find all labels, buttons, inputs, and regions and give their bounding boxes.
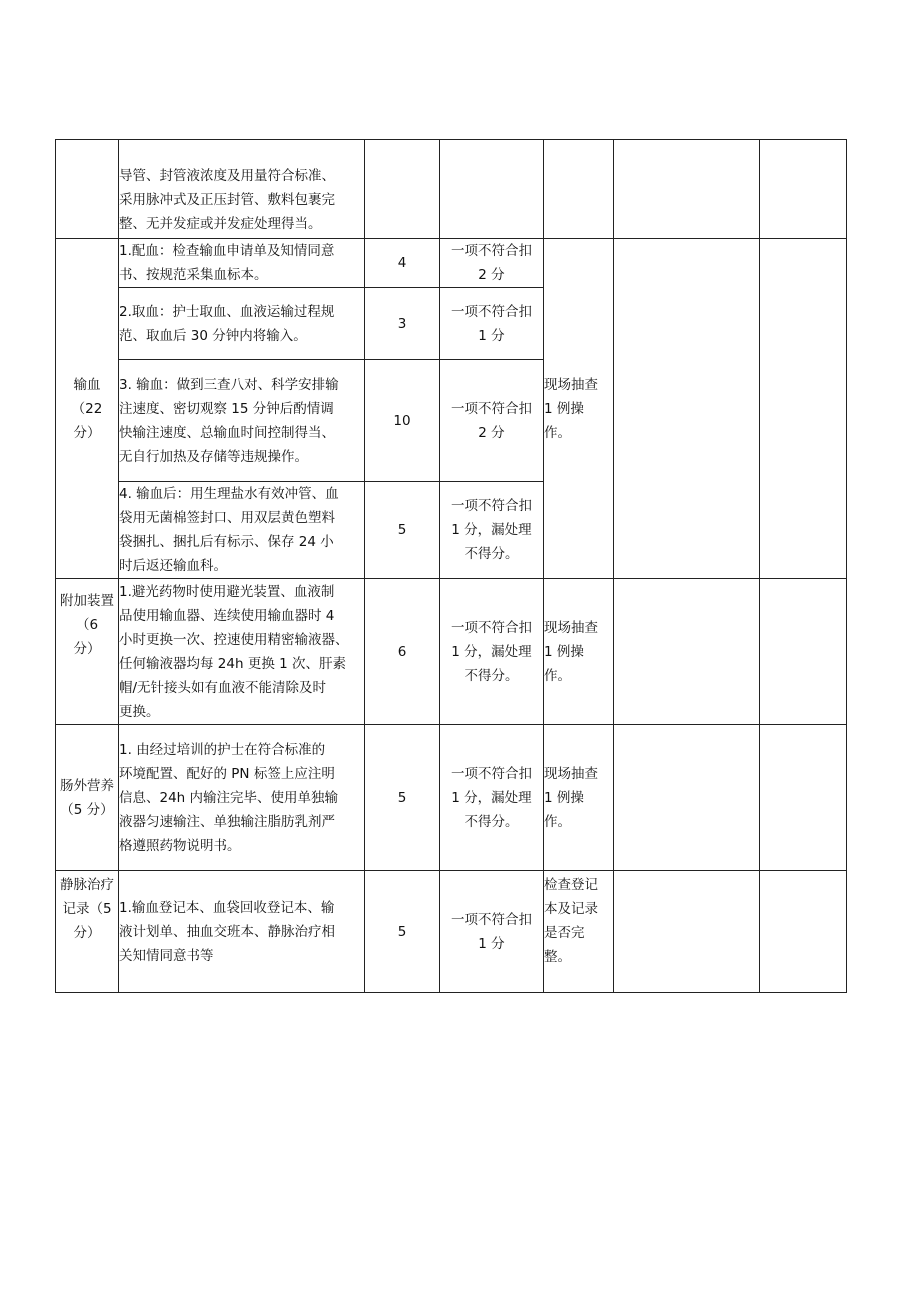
table-row — [56, 140, 847, 239]
score-cell: 6 — [365, 579, 440, 725]
table-row — [56, 579, 847, 725]
content-cell: 1. 由经过培训的护士在符合标准的 环境配置、配好的 PN 标签上应注明 信息、24h 内输注完毕、使用单独输 液器匀速输注、单独输注脂肪乳剂严 格遵照药物说明书。 — [119, 725, 365, 871]
category-cell-transfusion — [56, 239, 119, 579]
category-cell-record: 静脉治疗 记录（5 分） — [56, 871, 119, 993]
table-row — [56, 871, 847, 993]
blank-cell — [760, 725, 847, 871]
blank-cell — [760, 140, 847, 239]
blank-cell — [760, 871, 847, 993]
evaluation-table — [55, 139, 847, 993]
blank-cell — [614, 239, 760, 579]
blank-cell — [614, 871, 760, 993]
method-cell: 检查登记 本及记录 是否完 整。 — [544, 871, 614, 993]
category-cell — [56, 140, 119, 239]
rule-cell: 一项不符合扣 2 分 — [440, 239, 544, 288]
blank-cell — [614, 725, 760, 871]
category-score: （6 分） — [73, 617, 101, 657]
method-cell: 现场抽查 1 例操 作。 — [544, 725, 614, 871]
rule-cell: 一项不符合扣 1 分，漏处理 不得分。 — [440, 482, 544, 579]
method-cell: 现场抽查 1 例操 作。 — [544, 239, 614, 579]
category-score: （22 分） — [71, 400, 103, 441]
content-cell: 1.避光药物时使用避光装置、血液制 品使用输血器、连续使用输血器时 4 小时更换一次、控速使用精密输液器、 任何输液器均每 24h 更换 1 次、肝素 帽/无针接头如有血液不能清除及时 更换。 — [119, 579, 365, 725]
category-cell-pn — [56, 725, 119, 871]
rule-cell: 一项不符合扣 1 分 — [440, 871, 544, 993]
category-score: （5 分） — [60, 801, 114, 818]
blank-cell — [760, 239, 847, 579]
content-cell: 4. 输血后：用生理盐水有效冲管、血 袋用无菌棉签封口、用双层黄色塑料 袋捆扎、捆扎后有标示、保存 24 小 时后返还输血科。 — [119, 482, 365, 579]
rule-cell — [440, 140, 544, 239]
category-name: 肠外营养 — [60, 777, 114, 794]
content-cell: 3. 输血：做到三查八对、科学安排输 注速度、密切观察 15 分钟后酌情调 快输注速度、总输血时间控制得当、 无自行加热及存储等违规操作。 — [119, 360, 365, 482]
score-cell: 4 — [365, 239, 440, 288]
score-cell: 5 — [365, 482, 440, 579]
content-cell: 2.取血：护士取血、血液运输过程规 范、取血后 30 分钟内将输入。 — [119, 288, 365, 360]
blank-cell — [614, 579, 760, 725]
rule-cell: 一项不符合扣 2 分 — [440, 360, 544, 482]
score-cell: 5 — [365, 725, 440, 871]
content-cell: 1.输血登记本、血袋回收登记本、输 液计划单、抽血交班本、静脉治疗相 关知情同意书等 — [119, 871, 365, 993]
rule-cell: 一项不符合扣 1 分，漏处理 不得分。 — [440, 725, 544, 871]
blank-cell — [760, 579, 847, 725]
table-row — [56, 239, 847, 288]
score-cell: 10 — [365, 360, 440, 482]
category-cell-device — [56, 579, 119, 725]
category-name: 附加装置 — [60, 593, 114, 609]
method-cell — [544, 140, 614, 239]
category-name: 输血 — [73, 376, 101, 393]
content-cell: 1.配血：检查输血申请单及知情同意 书、按规范采集血标本。 — [119, 239, 365, 288]
score-cell: 3 — [365, 288, 440, 360]
table-row — [56, 725, 847, 871]
score-cell — [365, 140, 440, 239]
blank-cell — [614, 140, 760, 239]
score-cell: 5 — [365, 871, 440, 993]
rule-cell: 一项不符合扣 1 分 — [440, 288, 544, 360]
method-cell: 现场抽查 1 例操 作。 — [544, 579, 614, 725]
content-cell: 导管、封管液浓度及用量符合标准、 采用脉冲式及正压封管、敷料包裹完 整、无并发症或并发症处理得当。 — [119, 140, 365, 239]
rule-cell: 一项不符合扣 1 分，漏处理 不得分。 — [440, 579, 544, 725]
